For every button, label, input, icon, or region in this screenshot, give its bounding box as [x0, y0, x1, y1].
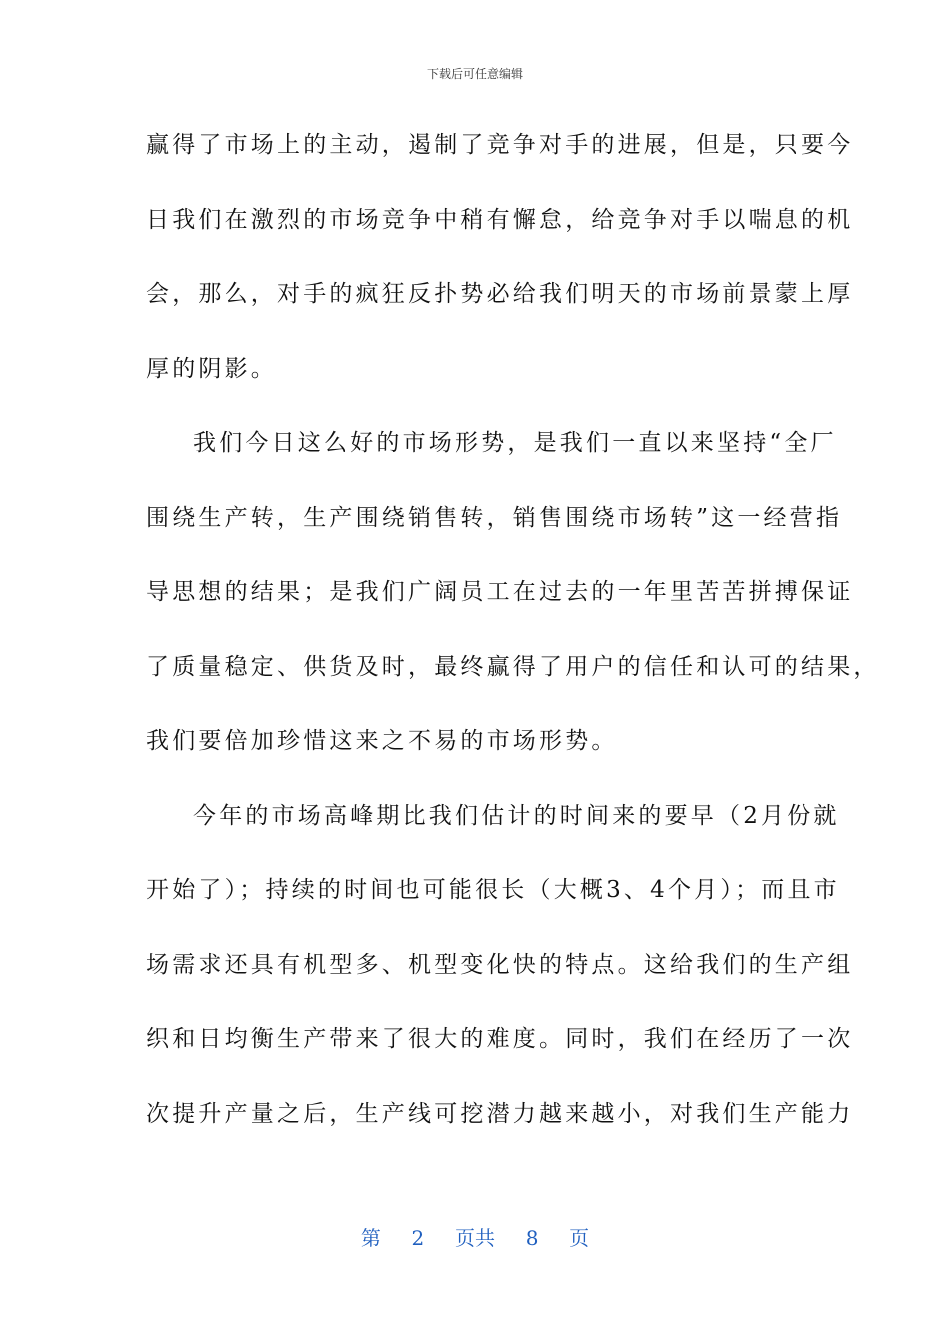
text-line-10: 今年的市场高峰期比我们估计的时间来的要早（2月份就	[193, 802, 840, 829]
current-page-number: 2	[411, 1226, 425, 1250]
text-line-14: 次提升产量之后，生产线可挖潜力越来越小，对我们生产能力	[146, 1100, 854, 1127]
document-body	[146, 120, 880, 1163]
text-line-3: 会，那么，对手的疯狂反扑势必给我们明天的市场前景蒙上厚	[146, 281, 854, 307]
text-line-12: 场需求还具有机型多、机型变化快的特点。这给我们的生产组	[146, 951, 854, 978]
page-footer	[0, 1224, 950, 1252]
total-pages-number: 8	[525, 1226, 539, 1250]
footer-middle: 页共	[455, 1226, 495, 1250]
page-header: 下载后可任意编辑	[426, 67, 523, 81]
text-line-11: 开始了）；持续的时间也可能很长（大概3、4个月）；而且市	[146, 877, 840, 903]
text-line-2: 日我们在激烈的市场竞争中稍有懈怠，给竞争对手以喘息的机	[146, 206, 854, 233]
text-line-1: 赢得了市场上的主动，遏制了竞争对手的进展，但是，只要今	[146, 132, 854, 158]
footer-prefix: 第	[360, 1226, 381, 1250]
text-line-13: 织和日均衡生产带来了很大的难度。同时，我们在经历了一次	[146, 1026, 854, 1052]
footer-suffix: 页	[569, 1226, 590, 1250]
text-line-8: 了质量稳定、供货及时，最终赢得了用户的信任和认可的结果，	[146, 653, 880, 680]
text-line-4: 厚的阴影。	[146, 355, 277, 382]
text-line-5: 我们今日这么好的市场形势，是我们一直以来坚持“全厂	[193, 430, 837, 456]
text-line-6: 围绕生产转，生产围绕销售转，销售围绕市场转”这一经营指	[146, 504, 843, 531]
text-line-7: 导思想的结果；是我们广阔员工在过去的一年里苦苦拼搏保证	[146, 579, 854, 605]
text-line-9: 我们要倍加珍惜这来之不易的市场形势。	[146, 728, 618, 754]
